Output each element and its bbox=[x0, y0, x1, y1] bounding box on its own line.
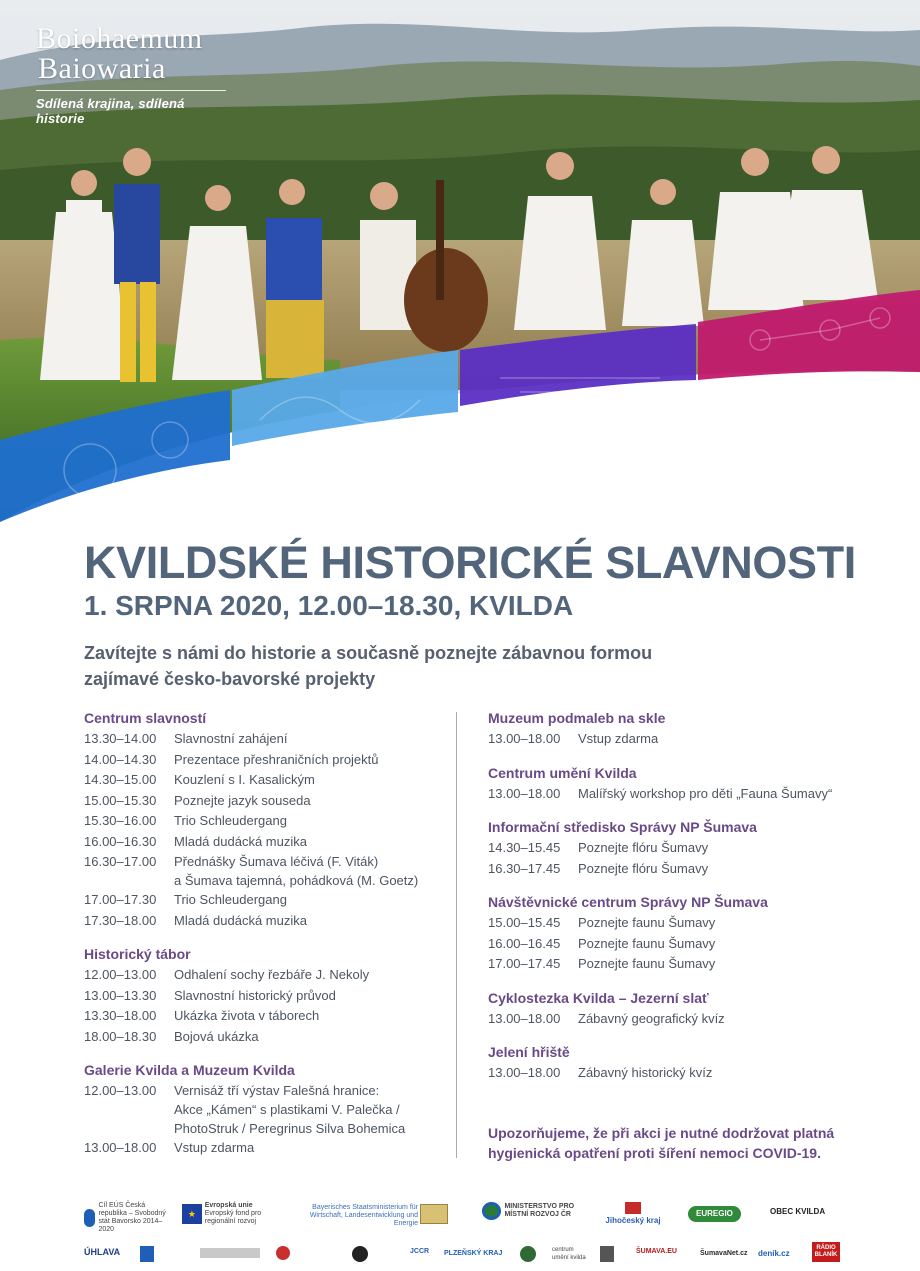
schedule-row bbox=[84, 1006, 444, 1027]
obec-text: OBEC KVILDA bbox=[770, 1207, 826, 1216]
description-line: Poznejte faunu Šumavy bbox=[578, 935, 716, 951]
program-section bbox=[488, 988, 888, 1030]
eu-subtitle: Evropský fond pro regionální rozvoj bbox=[204, 1210, 262, 1225]
section-title: Jelení hřiště bbox=[488, 1044, 570, 1060]
schedule-description bbox=[578, 784, 888, 805]
schedule-time: 17.00–17.45 bbox=[488, 956, 561, 971]
euregio-logo bbox=[688, 1206, 741, 1222]
schedule-description bbox=[174, 750, 444, 771]
schedule-row bbox=[84, 832, 444, 853]
schedule-time: 16.30–17.45 bbox=[488, 860, 561, 876]
description-line: Slavnostní historický průvod bbox=[174, 987, 336, 1003]
cil-emblem-icon bbox=[84, 1209, 95, 1227]
thd-logo bbox=[200, 1248, 260, 1258]
np-sumava-logo bbox=[520, 1246, 536, 1262]
description-line: Mladá dudácká muzika bbox=[174, 912, 307, 928]
church-logo bbox=[600, 1246, 614, 1262]
schedule-row bbox=[488, 859, 888, 880]
schedule-description bbox=[578, 859, 888, 880]
schedule-time: 16.30–17.00 bbox=[84, 854, 157, 869]
plzensky-kraj-logo bbox=[444, 1250, 502, 1258]
schedule-time: 13.30–18.00 bbox=[84, 1008, 157, 1023]
brand-line-2: Baiowaria bbox=[38, 52, 166, 85]
eu-title: Evropská unie bbox=[204, 1202, 253, 1209]
bayern-crest-icon bbox=[420, 1204, 448, 1224]
sumava-eu-logo bbox=[636, 1248, 677, 1256]
schedule-description bbox=[578, 729, 888, 750]
event-date: 1. SRPNA 2020, 12.00–18.30, KVILDA bbox=[84, 590, 574, 621]
schedule-time: 17.30–18.00 bbox=[84, 912, 157, 928]
section-title: Historický tábor bbox=[84, 946, 191, 962]
schedule-time: 16.00–16.30 bbox=[84, 833, 157, 849]
schedule-row bbox=[84, 729, 444, 750]
program-section bbox=[488, 708, 888, 750]
description-line: Malířský workshop pro děti „Fauna Šumavy“ bbox=[578, 785, 833, 801]
euregio-text: EUREGIO bbox=[688, 1206, 741, 1222]
schedule-description bbox=[578, 934, 888, 955]
schedule-row bbox=[84, 770, 444, 791]
schedule-time: 18.00–18.30 bbox=[84, 1028, 157, 1044]
schedule-description bbox=[578, 1009, 888, 1030]
event-title: KVILDSKÉ HISTORICKÉ SLAVNOSTI bbox=[84, 537, 856, 588]
schedule-time: 14.30–15.45 bbox=[488, 840, 561, 855]
uhlava-logo bbox=[84, 1248, 120, 1256]
thd-emblem-icon bbox=[200, 1248, 260, 1258]
radio-blanik-logo bbox=[812, 1242, 840, 1262]
description-line: Trio Schleudergang bbox=[174, 813, 287, 828]
description-line: a Šumava tajemná, pohádková (M. Goetz) bbox=[174, 873, 419, 888]
schedule-time: 16.00–16.45 bbox=[488, 935, 561, 951]
jccr-text: JCCR bbox=[410, 1248, 430, 1255]
description-line: Poznejte flóru Šumavy bbox=[578, 860, 709, 876]
description-line: Přednášky Šumava léčivá (F. Viták) bbox=[174, 854, 379, 869]
program-section bbox=[84, 708, 444, 931]
schedule-description bbox=[174, 729, 444, 750]
description-line: Vernisáž tří výstav Falešná hranice: bbox=[174, 1083, 380, 1098]
section-title: Cyklostezka Kvilda – Jezerní slať bbox=[488, 989, 709, 1006]
schedule-row bbox=[84, 852, 444, 890]
description-line: Zábavný historický kvíz bbox=[578, 1065, 713, 1080]
covid-notice bbox=[488, 1123, 868, 1163]
schedule-time: 13.00–18.00 bbox=[488, 785, 561, 801]
schedule-description bbox=[174, 770, 444, 791]
jck-text: Jihočeský kraj bbox=[605, 1216, 661, 1225]
schedule-time: 13.00–13.30 bbox=[84, 987, 157, 1003]
schedule-row bbox=[84, 890, 444, 911]
uhlava-text: ÚHLAVA bbox=[84, 1247, 121, 1257]
schedule-time: 14.30–15.00 bbox=[84, 772, 157, 787]
schedule-time: 12.00–13.00 bbox=[84, 1083, 157, 1098]
schedule-description bbox=[174, 890, 444, 911]
schedule-description bbox=[578, 913, 888, 934]
description-line: Zábavný geografický kvíz bbox=[578, 1010, 725, 1026]
bayern-crest-logo bbox=[420, 1204, 448, 1224]
schedule-time: 17.00–17.30 bbox=[84, 892, 157, 907]
sumavanet-logo bbox=[700, 1250, 747, 1258]
bayern-ministry-logo bbox=[290, 1204, 418, 1228]
partner-logo-red bbox=[276, 1246, 290, 1260]
brand-tagline: Sdílená krajina, sdílená historie bbox=[36, 96, 185, 126]
section-title: Návštěvnické centrum Správy NP Šumava bbox=[488, 894, 768, 910]
schedule-description bbox=[174, 852, 444, 890]
cil-text: Cíl EÚS Česká republika – Svobodný stát Bavorsko 2014–2020 bbox=[98, 1202, 166, 1233]
centrum-umeni-logo bbox=[552, 1246, 588, 1262]
denik-text: deník.cz bbox=[758, 1249, 790, 1258]
sponsor-logos bbox=[0, 1196, 920, 1271]
mmr-logo bbox=[482, 1202, 582, 1220]
program-section bbox=[488, 763, 888, 805]
schedule-row bbox=[488, 1063, 888, 1084]
schedule-time: 13.30–14.00 bbox=[84, 731, 157, 746]
description-line: Vstup zdarma bbox=[174, 1140, 255, 1155]
program-section bbox=[488, 1042, 888, 1084]
notice-line-1: Upozorňujeme, že při akci je nutné dodržovat platná bbox=[488, 1125, 835, 1141]
schedule-row bbox=[488, 913, 888, 934]
intro-line-1: Zavítejte s námi do historie a současně poznejte zábavnou formou bbox=[84, 643, 653, 663]
description-line: Poznejte faunu Šumavy bbox=[578, 915, 716, 930]
schedule-row bbox=[84, 750, 444, 771]
museum-logo bbox=[352, 1246, 368, 1262]
section-title: Centrum slavností bbox=[84, 710, 207, 726]
description-line: Vstup zdarma bbox=[578, 731, 659, 746]
program-right-column bbox=[488, 708, 888, 1097]
program-section bbox=[488, 892, 888, 975]
mmr-emblem-icon bbox=[482, 1202, 501, 1220]
schedule-time: 13.00–18.00 bbox=[488, 1065, 561, 1080]
schedule-description bbox=[174, 791, 444, 812]
schedule-description bbox=[578, 838, 888, 859]
deer-icon bbox=[520, 1246, 536, 1262]
brand-line-1: Boiohaemum bbox=[36, 22, 203, 55]
sumavanet-text: ŠumavaNet.cz bbox=[700, 1250, 748, 1257]
schedule-row bbox=[488, 729, 888, 750]
schedule-row bbox=[84, 1027, 444, 1048]
blanik-text: RÁDIO BLANÍK bbox=[812, 1242, 840, 1262]
schedule-row bbox=[488, 954, 888, 975]
description-line: Odhalení sochy řezbáře J. Nekoly bbox=[174, 967, 370, 982]
schedule-description bbox=[174, 832, 444, 853]
schedule-time: 14.00–14.30 bbox=[84, 751, 157, 767]
schedule-row bbox=[84, 986, 444, 1007]
schedule-row bbox=[84, 1138, 444, 1159]
description-line: Bojová ukázka bbox=[174, 1028, 259, 1044]
mmr-text: MINISTERSTVO PRO MÍSTNÍ ROZVOJ ČR bbox=[504, 1203, 575, 1218]
schedule-description bbox=[174, 911, 444, 932]
schedule-description bbox=[174, 1027, 444, 1048]
description-line: Mladá dudácká muzika bbox=[174, 833, 307, 849]
sumava-eu-text: ŠUMAVA.EU bbox=[636, 1248, 677, 1255]
description-line: Poznejte flóru Šumavy bbox=[578, 840, 709, 855]
schedule-description bbox=[578, 1063, 888, 1084]
schedule-time: 13.00–18.00 bbox=[84, 1140, 157, 1155]
obec-kvilda-logo bbox=[770, 1208, 825, 1216]
description-line: Prezentace přeshraničních projektů bbox=[174, 751, 379, 767]
schedule-time: 15.30–16.00 bbox=[84, 813, 157, 828]
column-divider bbox=[456, 712, 457, 1158]
section-title: Informační středisko Správy NP Šumava bbox=[488, 819, 757, 835]
brand-rule bbox=[36, 90, 226, 91]
description-line: Ukázka života v táborech bbox=[174, 1008, 320, 1023]
schedule-time: 15.00–15.45 bbox=[488, 915, 561, 930]
university-logo bbox=[140, 1246, 154, 1262]
eu-logo bbox=[182, 1202, 277, 1226]
eu-flag-icon: ★ bbox=[182, 1204, 202, 1224]
section-title: Galerie Kvilda a Muzeum Kvilda bbox=[84, 1062, 295, 1078]
university-emblem-icon bbox=[140, 1246, 154, 1262]
schedule-time: 13.00–18.00 bbox=[488, 731, 561, 746]
program-section bbox=[488, 817, 888, 879]
plzen-text: PLZEŇSKÝ KRAJ bbox=[444, 1250, 503, 1257]
bayern-text: Bayerisches Staatsministerium für Wirtschaft, Landesentwicklung und Energie bbox=[309, 1204, 418, 1227]
program-section bbox=[84, 944, 444, 1047]
hero-banner bbox=[0, 0, 920, 530]
centrum-text: centrum umění kvilda bbox=[552, 1247, 586, 1261]
schedule-row bbox=[84, 965, 444, 986]
museum-emblem-icon bbox=[352, 1246, 368, 1262]
schedule-row bbox=[488, 838, 888, 859]
schedule-description bbox=[174, 1081, 444, 1138]
description-line: Akce „Kámen“ s plastikami V. Palečka / bbox=[174, 1102, 400, 1117]
schedule-row bbox=[84, 911, 444, 932]
church-icon bbox=[600, 1246, 614, 1262]
event-intro bbox=[84, 640, 744, 692]
schedule-row bbox=[84, 791, 444, 812]
schedule-description bbox=[174, 986, 444, 1007]
brand-logo bbox=[36, 24, 236, 126]
intro-line-2: zajímavé česko-bavorské projekty bbox=[84, 669, 376, 689]
schedule-time: 15.00–15.30 bbox=[84, 792, 157, 808]
section-title: Centrum umění Kvilda bbox=[488, 764, 637, 781]
description-line: Slavnostní zahájení bbox=[174, 731, 288, 746]
schedule-row bbox=[488, 934, 888, 955]
jck-emblem-icon bbox=[625, 1202, 641, 1214]
description-line: Trio Schleudergang bbox=[174, 892, 287, 907]
notice-line-2: hygienická opatření proti šíření nemoci COVID-19. bbox=[488, 1145, 821, 1161]
schedule-row bbox=[84, 1081, 444, 1138]
description-line: PhotoStruk / Peregrinus Silva Bohemica bbox=[174, 1121, 406, 1136]
program-section bbox=[84, 1060, 444, 1159]
description-line: Poznejte jazyk souseda bbox=[174, 792, 311, 808]
denik-logo bbox=[758, 1250, 790, 1258]
description-line: Poznejte faunu Šumavy bbox=[578, 956, 716, 971]
schedule-row bbox=[488, 784, 888, 805]
section-title: Muzeum podmaleb na skle bbox=[488, 710, 666, 726]
schedule-time: 13.00–18.00 bbox=[488, 1010, 561, 1026]
schedule-description bbox=[174, 1006, 444, 1027]
flower-icon bbox=[276, 1246, 290, 1260]
schedule-description bbox=[174, 811, 444, 832]
schedule-time: 12.00–13.00 bbox=[84, 967, 157, 982]
cil-eus-logo bbox=[84, 1202, 174, 1234]
schedule-description bbox=[578, 954, 888, 975]
schedule-row bbox=[84, 811, 444, 832]
schedule-description bbox=[174, 965, 444, 986]
program-left-column bbox=[84, 708, 444, 1172]
jihocesky-kraj-logo bbox=[598, 1202, 668, 1225]
schedule-description bbox=[174, 1138, 444, 1159]
schedule-row bbox=[488, 1009, 888, 1030]
jccr-logo bbox=[410, 1248, 429, 1256]
description-line: Kouzlení s I. Kasalickým bbox=[174, 772, 315, 787]
